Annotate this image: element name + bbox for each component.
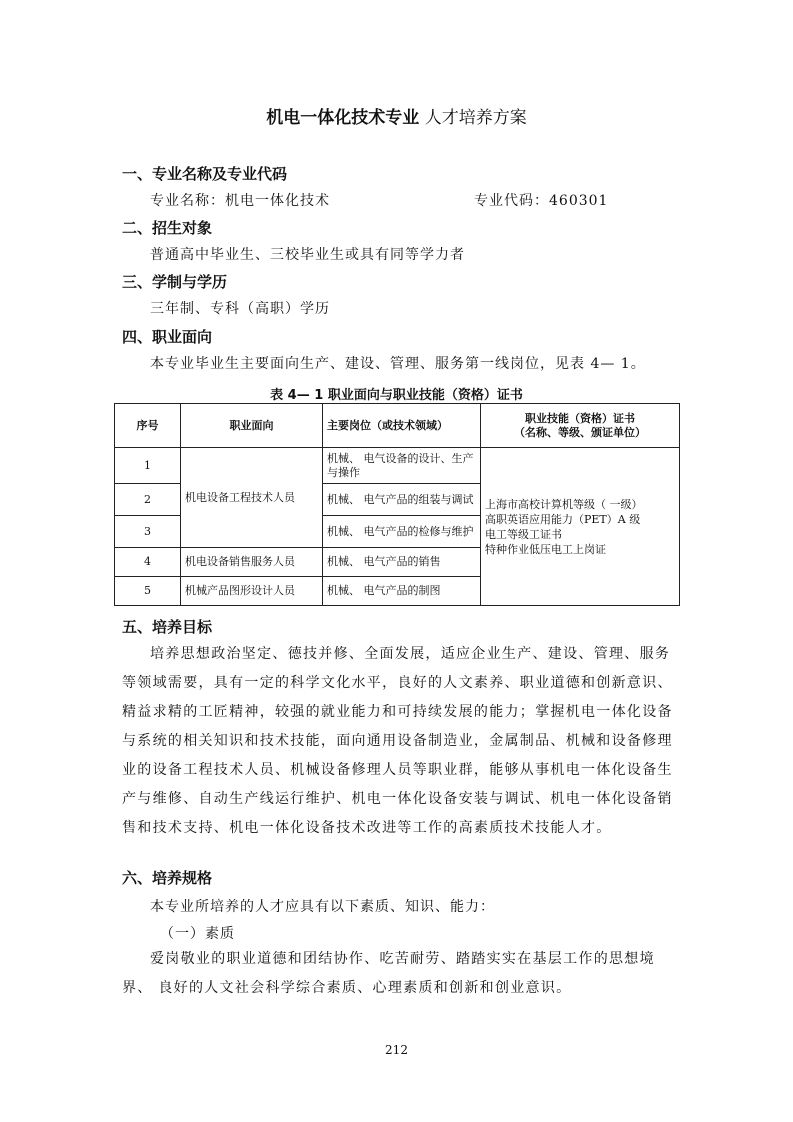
row-post: 机械、 电气设备的设计、生产与操作 [323, 448, 481, 484]
enrollment-target: 普通高中毕业生、三校毕业生或具有同等学力者 [150, 247, 465, 263]
row-no: 4 [115, 548, 181, 577]
cert-item: 高职英语应用能力（PET）A 级 [485, 512, 641, 526]
header-cert [481, 404, 680, 448]
quality-text: 爱岗敬业的职业道德和团结协作、吃苦耐劳、踏踏实实在基层工作的思想境界、 良好的人文社会科学综合素质、心理素质和创新和创业意识。 [122, 951, 655, 996]
table-row [115, 448, 680, 484]
career-table [114, 403, 680, 606]
section-3-heading: 三、学制与学历 [122, 273, 228, 291]
table-header-row [115, 404, 680, 448]
row-direction: 机电设备工程技术人员 [181, 448, 323, 548]
header-posts: 主要岗位（或技术领域） [323, 404, 481, 448]
title-sub: 人才培养方案 [424, 108, 527, 128]
row-no: 5 [115, 577, 181, 606]
cert-item: 电工等级工证书 [485, 527, 562, 541]
cert-list [481, 448, 680, 606]
section-4-heading: 四、职业面向 [122, 328, 213, 346]
row-no: 1 [115, 448, 181, 484]
section-1-heading: 一、专业名称及专业代码 [122, 165, 288, 183]
major-name: 专业名称：机电一体化技术 [150, 193, 330, 209]
schooling-system: 三年制、专科（高职）学历 [150, 301, 330, 317]
header-cert-line2: （名称、等级、颁证单位） [514, 425, 646, 439]
header-cert-line1: 职业技能（资格）证书 [525, 411, 635, 425]
document-title [0, 103, 793, 128]
row-direction: 机械产品图形设计人员 [181, 577, 323, 606]
section-2-heading: 二、招生对象 [122, 219, 213, 237]
row-post: 机械、 电气产品的检修与维护 [323, 516, 481, 548]
spec-intro: 本专业所培养的人才应具有以下素质、知识、能力： [150, 899, 495, 915]
header-no: 序号 [115, 404, 181, 448]
row-no: 3 [115, 516, 181, 548]
cert-item: 特种作业低压电工上岗证 [485, 542, 606, 556]
major-code: 专业代码：460301 [474, 193, 609, 209]
quality-subheading: （一）素质 [160, 926, 235, 942]
row-post: 机械、 电气产品的销售 [323, 548, 481, 577]
title-main: 机电一体化技术专业 [266, 108, 420, 128]
section-6-heading: 六、培养规格 [122, 869, 213, 887]
section-5-heading: 五、培养目标 [122, 618, 213, 636]
training-goal-text: 培养思想政治坚定、德技并修、全面发展，适应企业生产、建设、管理、服务等领域需要，具有一定的科学文化水平，良好的人文素养、职业道德和创新意识、精益求精的工匠精神，较强的就业能力和可持续发展的能力；掌握机电一体化设备与系统的相关知识和技术技能，面向通用设备制造业，金属制品、机械和设备修理业的设备工程技术人员、机械设备修理人员等职业群，能够从事机电一体化设备生产与维修、自动生产线运行维护、机电一体化设备安装与调试、机电一体化设备销售和技术支持、机电一体化设备技术改进等工作的高素质技术技能人才。 [122, 646, 673, 836]
row-no: 2 [115, 484, 181, 516]
row-direction: 机电设备销售服务人员 [181, 548, 323, 577]
header-direction: 职业面向 [181, 404, 323, 448]
row-post: 机械、 电气产品的组装与调试 [323, 484, 481, 516]
table-caption: 表 4— 1 职业面向与职业技能（资格）证书 [270, 388, 523, 403]
career-text: 本专业毕业生主要面向生产、建设、管理、服务第一线岗位，见表 4— 1。 [150, 356, 646, 372]
cert-item: 上海市高校计算机等级（ 一级） [485, 497, 643, 511]
row-post: 机械、 电气产品的制图 [323, 577, 481, 606]
page-number: 212 [385, 1043, 408, 1057]
